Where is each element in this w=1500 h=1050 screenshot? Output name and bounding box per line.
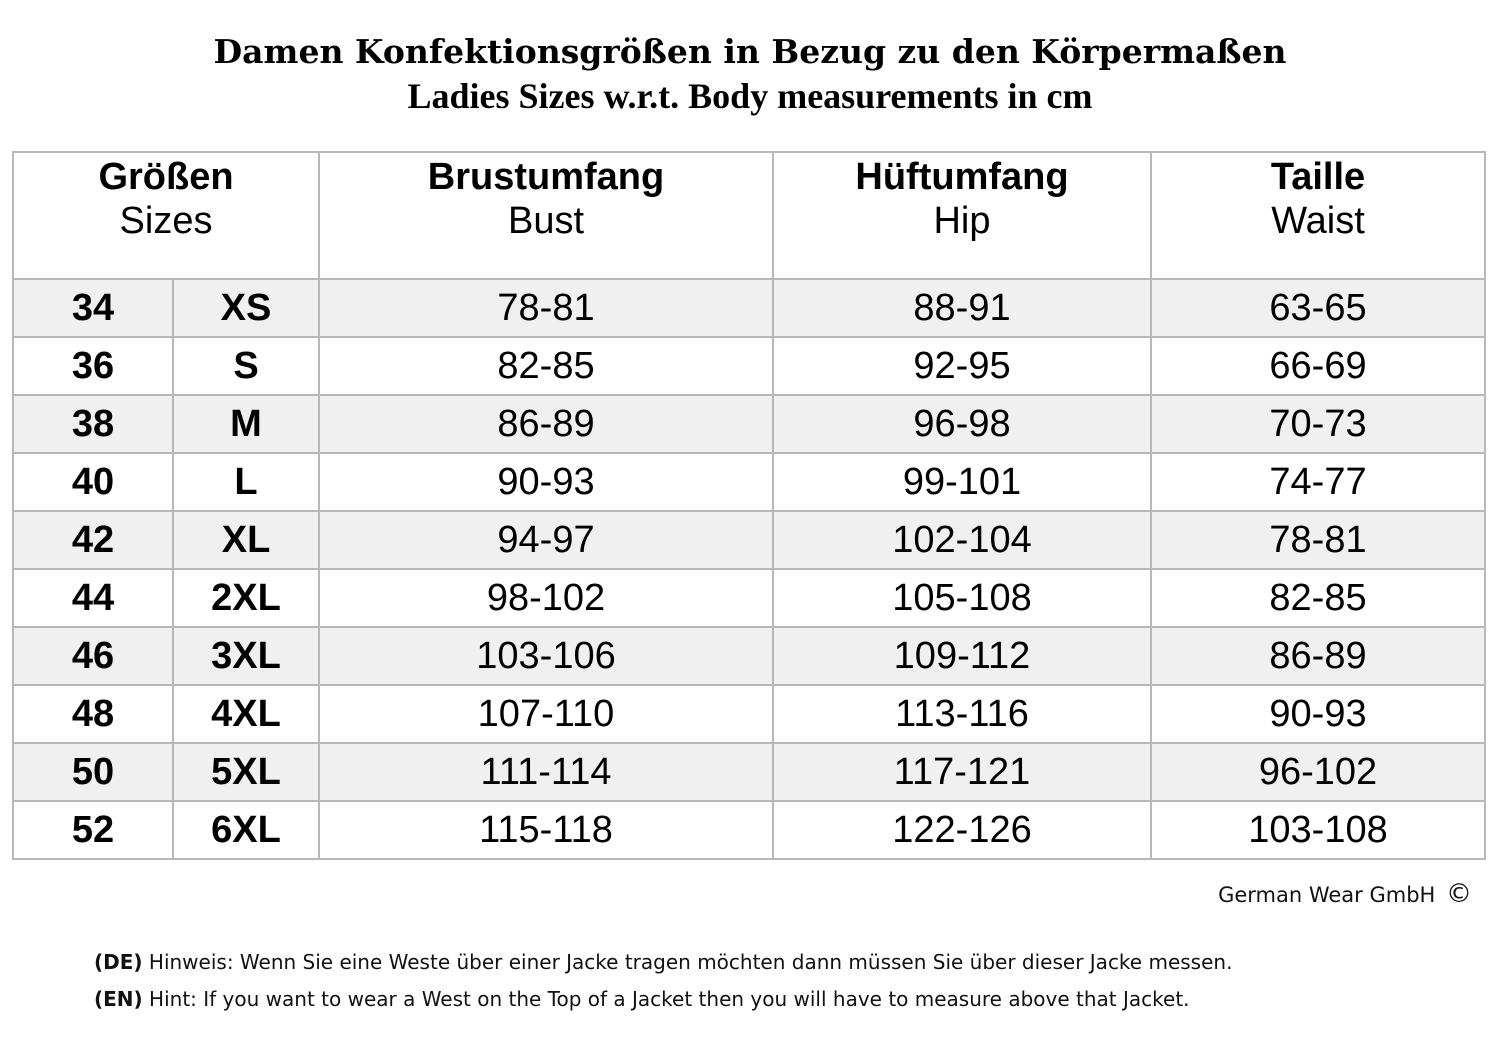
size-number: 34: [13, 279, 173, 337]
hip-value: 88-91: [773, 279, 1151, 337]
note-german-tag: (DE): [94, 950, 143, 974]
copyright-icon: ©: [1446, 879, 1472, 909]
hip-value: 117-121: [773, 743, 1151, 801]
header-waist-en: Waist: [1271, 200, 1365, 242]
table-row: [13, 569, 1485, 627]
bust-value: 111-114: [319, 743, 773, 801]
table-row: [13, 685, 1485, 743]
hip-value: 109-112: [773, 627, 1151, 685]
note-german: [94, 947, 1232, 977]
table-row: [13, 627, 1485, 685]
waist-value: 86-89: [1151, 627, 1485, 685]
header-row: [13, 152, 1485, 279]
waist-value: 66-69: [1151, 337, 1485, 395]
copyright-notice: [1218, 876, 1472, 913]
size-letter: 2XL: [173, 569, 319, 627]
bust-value: 103-106: [319, 627, 773, 685]
waist-value: 82-85: [1151, 569, 1485, 627]
hip-value: 96-98: [773, 395, 1151, 453]
table-row: [13, 511, 1485, 569]
header-waist-de: Taille: [1270, 156, 1366, 198]
table-body: [13, 279, 1485, 859]
size-letter: 4XL: [173, 685, 319, 743]
bust-value: 86-89: [319, 395, 773, 453]
table-row: [13, 279, 1485, 337]
hip-value: 102-104: [773, 511, 1151, 569]
header-hip-de: Hüftumfang: [855, 156, 1069, 198]
waist-value: 74-77: [1151, 453, 1485, 511]
bust-value: 94-97: [319, 511, 773, 569]
bust-value: 82-85: [319, 337, 773, 395]
hip-value: 99-101: [773, 453, 1151, 511]
header-bust-en: Bust: [507, 200, 585, 242]
size-letter: XL: [173, 511, 319, 569]
size-number: 48: [13, 685, 173, 743]
hip-value: 92-95: [773, 337, 1151, 395]
bust-value: 107-110: [319, 685, 773, 743]
note-english-tag: (EN): [94, 987, 143, 1011]
table-row: [13, 395, 1485, 453]
waist-value: 70-73: [1151, 395, 1485, 453]
title-german: Damen Konfektionsgrößen in Bezug zu den Körpermaßen: [213, 32, 1287, 71]
size-number: 40: [13, 453, 173, 511]
size-number: 42: [13, 511, 173, 569]
table-row: [13, 743, 1485, 801]
table-row: [13, 801, 1485, 859]
bust-value: 78-81: [319, 279, 773, 337]
size-letter: 3XL: [173, 627, 319, 685]
size-letter: L: [173, 453, 319, 511]
table-row: [13, 337, 1485, 395]
header-sizes-en: Sizes: [119, 200, 213, 242]
title-english: Ladies Sizes w.r.t. Body measurements in cm: [407, 76, 1093, 116]
size-number: 52: [13, 801, 173, 859]
size-letter: M: [173, 395, 319, 453]
waist-value: 63-65: [1151, 279, 1485, 337]
hip-value: 113-116: [773, 685, 1151, 743]
copyright-text: German Wear GmbH: [1218, 883, 1436, 907]
size-number: 44: [13, 569, 173, 627]
size-letter: S: [173, 337, 319, 395]
table-row: [13, 453, 1485, 511]
size-number: 38: [13, 395, 173, 453]
header-sizes: [13, 152, 319, 279]
header-bust-de: Brustumfang: [427, 156, 665, 198]
size-table: [12, 151, 1486, 860]
waist-value: 96-102: [1151, 743, 1485, 801]
header-sizes-de: Größen: [98, 156, 234, 198]
bust-value: 115-118: [319, 801, 773, 859]
header-hip-en: Hip: [933, 200, 991, 242]
waist-value: 103-108: [1151, 801, 1485, 859]
table-header: [13, 152, 1485, 279]
size-letter: XS: [173, 279, 319, 337]
header-bust: [319, 152, 773, 279]
waist-value: 90-93: [1151, 685, 1485, 743]
note-english: [94, 984, 1190, 1014]
header-hip: [773, 152, 1151, 279]
size-number: 36: [13, 337, 173, 395]
bust-value: 98-102: [319, 569, 773, 627]
size-number: 46: [13, 627, 173, 685]
waist-value: 78-81: [1151, 511, 1485, 569]
size-letter: 6XL: [173, 801, 319, 859]
note-english-text: Hint: If you want to wear a West on the Top of a Jacket then you will have to measure above that Jacket.: [149, 987, 1190, 1011]
size-letter: 5XL: [173, 743, 319, 801]
note-german-text: Hinweis: Wenn Sie eine Weste über einer Jacke tragen möchten dann müssen Sie über dieser Jacke messen.: [148, 950, 1233, 974]
bust-value: 90-93: [319, 453, 773, 511]
hip-value: 105-108: [773, 569, 1151, 627]
size-number: 50: [13, 743, 173, 801]
hip-value: 122-126: [773, 801, 1151, 859]
header-waist: [1151, 152, 1485, 279]
